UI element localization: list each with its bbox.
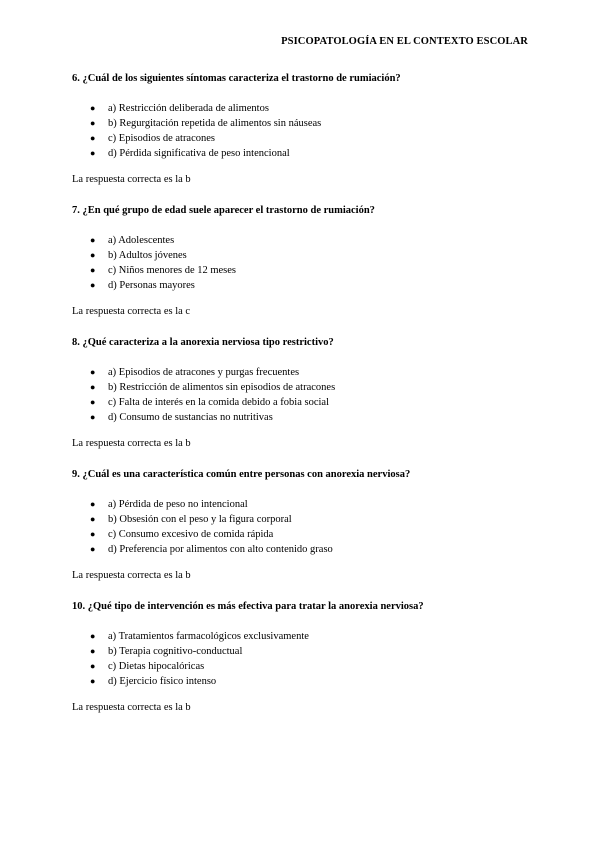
- bullet-icon: ●: [90, 397, 96, 407]
- bullet-icon: ●: [90, 118, 96, 128]
- option-text: b) Adultos jóvenes: [108, 250, 187, 261]
- option-item: [72, 278, 532, 293]
- bullet-icon: ●: [90, 133, 96, 143]
- question-title: 6. ¿Cuál de los siguientes síntomas caracteriza el trastorno de rumiación?: [72, 73, 401, 84]
- question-block-8: [72, 336, 532, 450]
- question-list: [72, 72, 532, 732]
- option-text: b) Restricción de alimentos sin episodios de atracones: [108, 382, 336, 393]
- bullet-icon: ●: [90, 631, 96, 641]
- page-header-title: PSICOPATOLOGÍA EN EL CONTEXTO ESCOLAR: [281, 36, 528, 47]
- bullet-icon: ●: [90, 265, 96, 275]
- bullet-icon: ●: [90, 235, 96, 245]
- question-title: 8. ¿Qué caracteriza a la anorexia nerviosa tipo restrictivo?: [72, 337, 334, 348]
- bullet-icon: ●: [90, 103, 96, 113]
- bullet-icon: ●: [90, 280, 96, 290]
- option-item: [72, 659, 532, 674]
- option-text: a) Restricción deliberada de alimentos: [108, 103, 269, 114]
- option-text: a) Pérdida de peso no intencional: [108, 499, 248, 510]
- option-text: d) Ejercicio físico intenso: [108, 676, 217, 687]
- option-item: [72, 674, 532, 689]
- option-text: d) Preferencia por alimentos con alto contenido graso: [108, 544, 333, 555]
- option-list: [72, 233, 532, 293]
- option-item: [72, 365, 532, 380]
- bullet-icon: ●: [90, 514, 96, 524]
- option-item: [72, 497, 532, 512]
- option-text: c) Episodios de atracones: [108, 133, 216, 144]
- question-title: 10. ¿Qué tipo de intervención es más efectiva para tratar la anorexia nerviosa?: [72, 601, 424, 612]
- question-block-7: [72, 204, 532, 318]
- option-text: b) Terapia cognitivo-conductual: [108, 646, 243, 657]
- bullet-icon: ●: [90, 499, 96, 509]
- option-text: c) Consumo excesivo de comida rápida: [108, 529, 274, 540]
- option-text: d) Consumo de sustancias no nutritivas: [108, 412, 273, 423]
- answer-text: La respuesta correcta es la b: [72, 174, 191, 185]
- option-text: b) Regurgitación repetida de alimentos sin náuseas: [108, 118, 322, 129]
- answer-text: La respuesta correcta es la b: [72, 702, 191, 713]
- option-item: [72, 131, 532, 146]
- option-text: c) Falta de interés en la comida debido a fobia social: [108, 397, 329, 408]
- option-item: [72, 380, 532, 395]
- bullet-icon: ●: [90, 646, 96, 656]
- option-item: [72, 410, 532, 425]
- option-list: [72, 629, 532, 689]
- question-block-9: [72, 468, 532, 582]
- bullet-icon: ●: [90, 661, 96, 671]
- option-item: [72, 629, 532, 644]
- option-text: c) Niños menores de 12 meses: [108, 265, 237, 276]
- option-item: [72, 395, 532, 410]
- bullet-icon: ●: [90, 382, 96, 392]
- option-item: [72, 542, 532, 557]
- option-item: [72, 527, 532, 542]
- option-item: [72, 101, 532, 116]
- bullet-icon: ●: [90, 412, 96, 422]
- option-item: [72, 233, 532, 248]
- bullet-icon: ●: [90, 676, 96, 686]
- question-title: 7. ¿En qué grupo de edad suele aparecer el trastorno de rumiación?: [72, 205, 375, 216]
- option-text: c) Dietas hipocalóricas: [108, 661, 205, 672]
- question-block-10: [72, 600, 532, 714]
- option-item: [72, 512, 532, 527]
- question-block-6: [72, 72, 532, 186]
- bullet-icon: ●: [90, 544, 96, 554]
- option-text: d) Pérdida significativa de peso intencional: [108, 148, 290, 159]
- answer-text: La respuesta correcta es la b: [72, 570, 191, 581]
- option-item: [72, 644, 532, 659]
- bullet-icon: ●: [90, 148, 96, 158]
- option-text: d) Personas mayores: [108, 280, 195, 291]
- option-item: [72, 116, 532, 131]
- option-text: a) Adolescentes: [108, 235, 175, 246]
- question-title: 9. ¿Cuál es una característica común entre personas con anorexia nerviosa?: [72, 469, 411, 480]
- option-list: [72, 101, 532, 161]
- option-item: [72, 146, 532, 161]
- option-text: a) Tratamientos farmacológicos exclusivamente: [108, 631, 309, 642]
- option-list: [72, 497, 532, 557]
- answer-text: La respuesta correcta es la b: [72, 438, 191, 449]
- option-item: [72, 263, 532, 278]
- option-text: a) Episodios de atracones y purgas frecuentes: [108, 367, 300, 378]
- bullet-icon: ●: [90, 367, 96, 377]
- option-list: [72, 365, 532, 425]
- option-item: [72, 248, 532, 263]
- bullet-icon: ●: [90, 250, 96, 260]
- answer-text: La respuesta correcta es la c: [72, 306, 191, 317]
- option-text: b) Obsesión con el peso y la figura corporal: [108, 514, 292, 525]
- bullet-icon: ●: [90, 529, 96, 539]
